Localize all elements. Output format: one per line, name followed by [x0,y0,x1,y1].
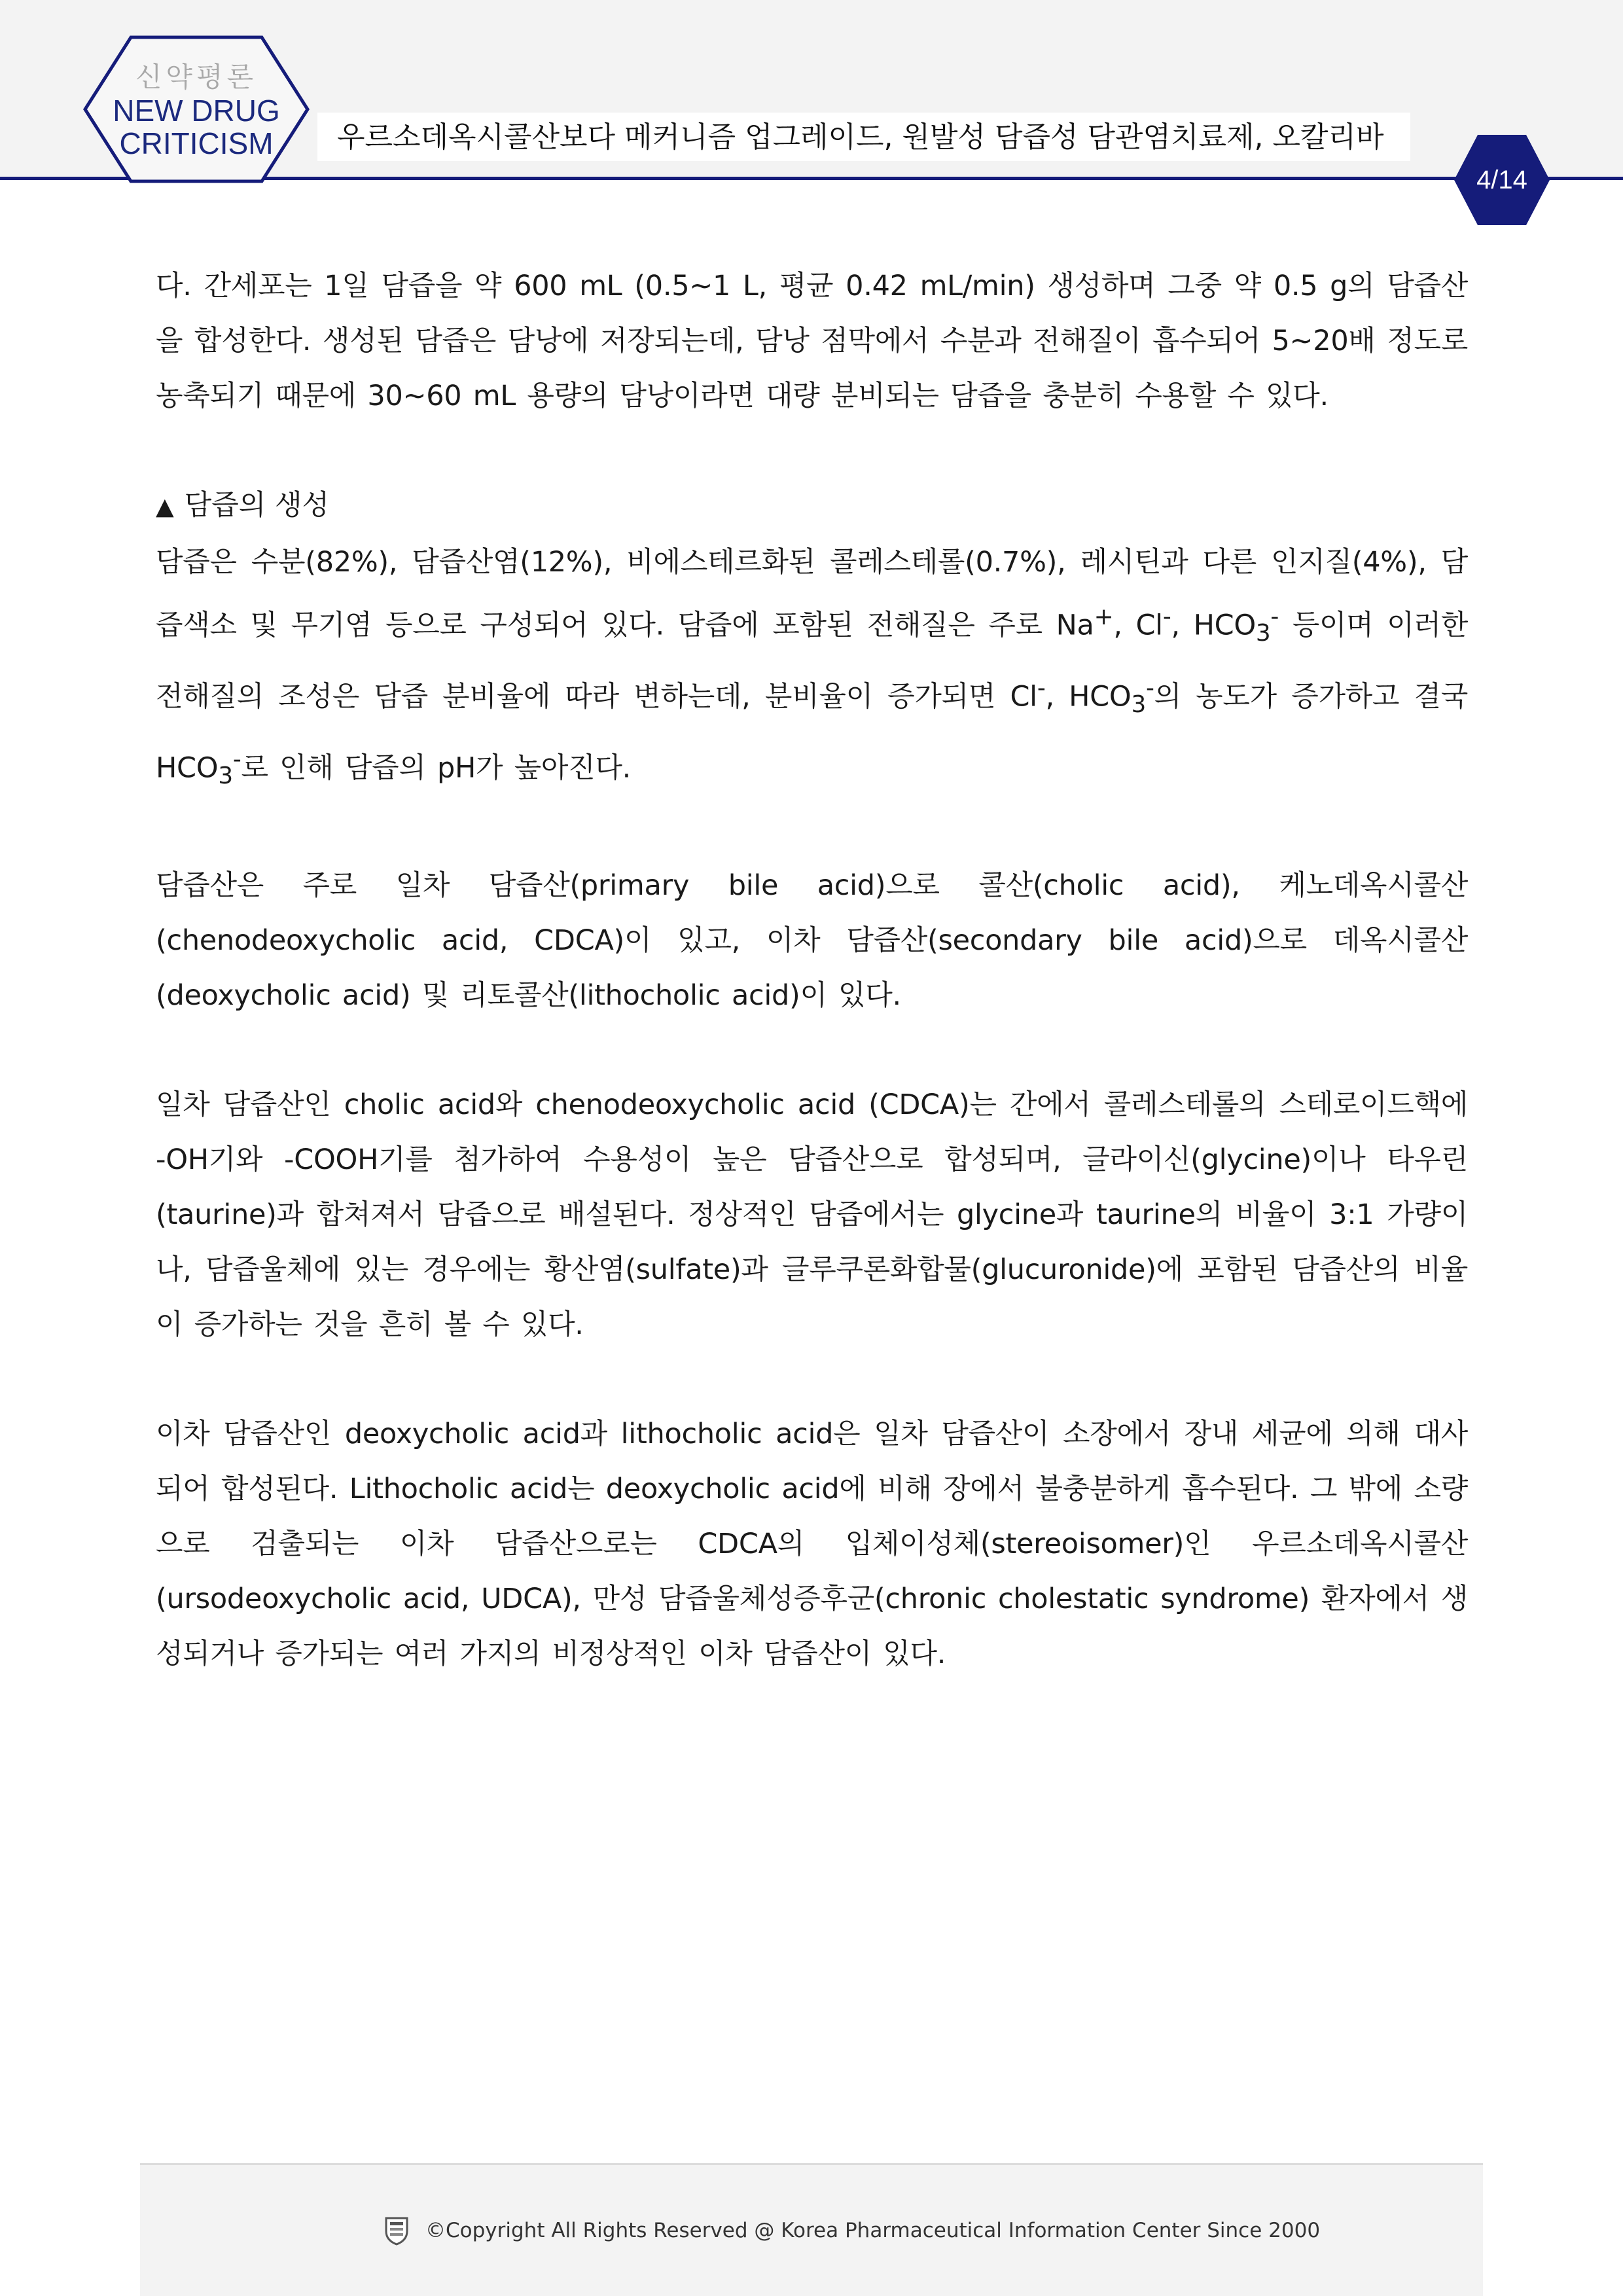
copyright-notice: ©Copyright All Rights Reserved @ Korea Pharmaceutical Information Center Since 2000 [425,2219,1321,2242]
kpic-emblem-icon [383,2215,410,2246]
logo-korean: 신약평론 [135,61,258,93]
paragraph-1: 다. 간세포는 1일 담즙을 약 600 mL (0.5~1 L, 평균 0.42 mL/min) 생성하며 그중 약 0.5 g의 담즙산을 합성한다. 생성된 담즙은 담낭에 저장되는데, 담낭 점막에서 수분과 전해질이 흡수되어 5~20배 정도로 농축되기 때문에 30~60 mL 용량의 담낭이라면 대량 분비되는 담즙을 충분히 수용할 수 있다. [156,270,1468,412]
section-heading [156,478,1468,535]
logo-line1: NEW DRUG [113,94,280,128]
page-number: 4/14 [1476,166,1527,194]
document-title: 우르소데옥시콜산보다 메커니즘 업그레이드, 원발성 담즙성 담관염치료제, 오칼리바 [337,120,1384,154]
paragraph-4: 일차 담즙산인 cholic acid와 chenodeoxycholic acid (CDCA)는 간에서 콜레스테롤의 스테로이드핵에 -OH기와 -COOH기를 첨가하여 수용성이 높은 담즙산으로 합성되며, 글라이신(glycine)이나 타우린(taurine)과 합쳐져서 담즙으로 배설된다. 정상적인 담즙에서는 glycine과 taurine의 비율이 3:1 가량이나, 담즙울체에 있는 경우에는 황산염(sulfate)과 글루쿠론화합물(glucuronide)에 포함된 담즙산의 비율이 증가하는 것을 흔히 볼 수 있다. [156,1088,1468,1341]
section-heading-text: 담즙의 생성 [184,489,330,522]
logo-line2: CRITICISM [119,126,274,160]
paragraph-2: 담즙은 수분(82%), 담즙산염(12%), 비에스테르화된 콜레스테롤(0.7%), 레시틴과 다른 인지질(4%), 담즙색소 및 무기염 등으로 구성되어 있다. 담즙에 포함된 전해질은 주로 Na+, Cl-, $HCO_3^-$ 등이며 이러한 전해질의 조성은 담즙 분비율에 따라 변하는데, 분비율이 증가되면 Cl-, $HCO_3^-$의 농도가 증가하고 결국 $HCO_3^-$로 인해 담즙의 pH가 높아진다. [156,546,1468,789]
publication-logo [95,60,298,160]
article-body [156,259,1468,1736]
paragraph-3: 담즙산은 주로 일차 담즙산(primary bile acid)으로 콜산(cholic acid), 케노데옥시콜산(chenodeoxycholic acid, CDCA)이 있고, 이차 담즙산(secondary bile acid)으로 데옥시콜산(deoxycholic acid) 및 리토콜산(lithocholic acid)이 있다. [156,869,1468,1012]
paragraph-5: 이차 담즙산인 deoxycholic acid과 lithocholic acid은 일차 담즙산이 소장에서 장내 세균에 의해 대사되어 합성된다. Lithocholic acid는 deoxycholic acid에 비해 장에서 불충분하게 흡수된다. 그 밖에 소량으로 검출되는 이차 담즙산으로는 CDCA의 입체이성체(stereoisomer)인 우르소데옥시콜산(ursodeoxycholic acid, UDCA), 만성 담즙울체성증후군(chronic cholestatic syndrome) 환자에서 생성되거나 증가되는 여러 가지의 비정상적인 이차 담즙산이 있다. [156,1417,1468,1670]
triangle-icon: ▲ [156,493,174,520]
